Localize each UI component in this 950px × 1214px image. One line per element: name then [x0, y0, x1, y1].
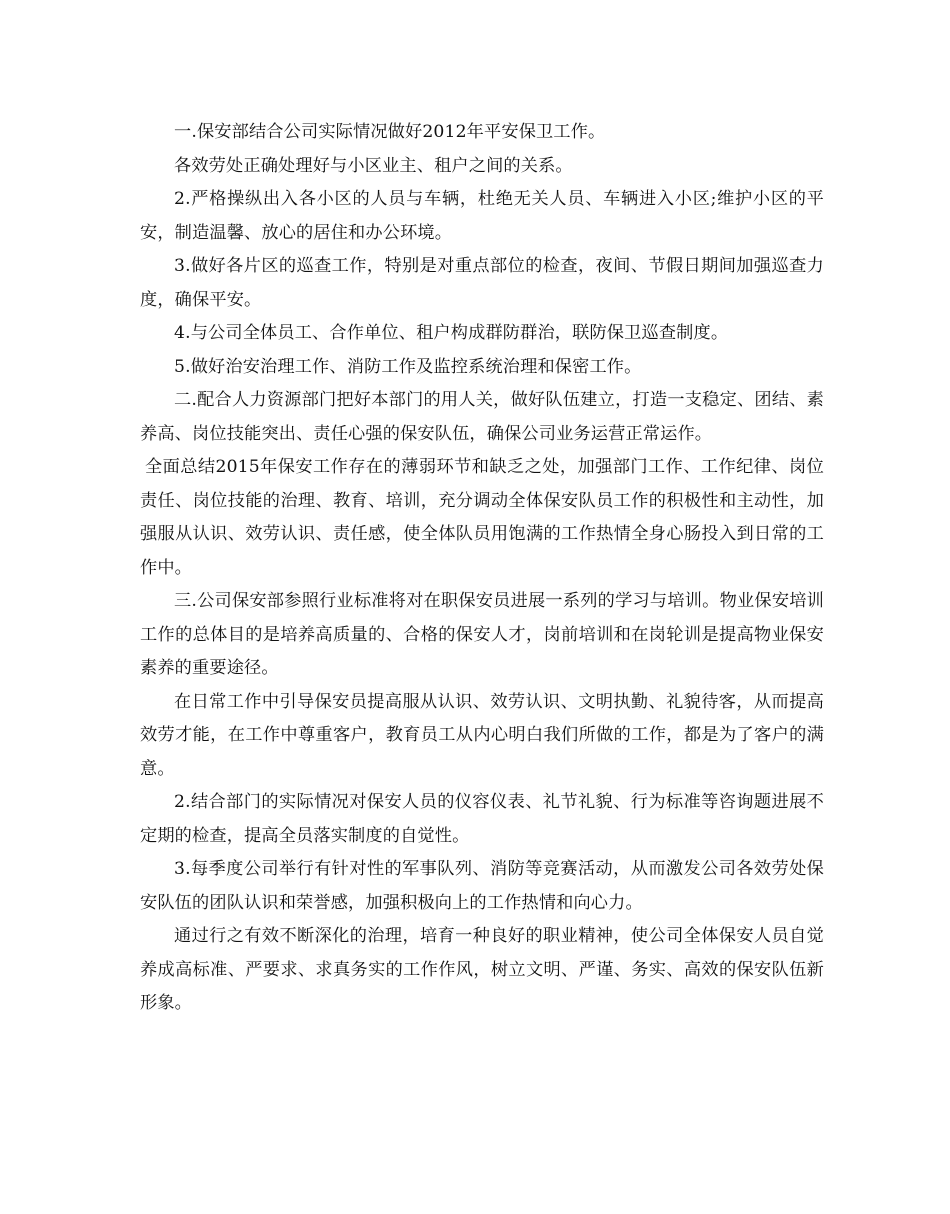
paragraph-annual-summary: 全面总结2015年保安工作存在的薄弱环节和缺乏之处，加强部门工作、工作纪律、岗位责任、岗位技能的治理、教育、培训，充分调动全体保安队员工作的积极性和主动性，加强服从认识、效劳认识、责任感，使全体队员用饱满的工作热情全身心肠投入到日常的工作中。 [140, 457, 824, 578]
paragraph-patrol-work: 3.做好各片区的巡查工作，特别是对重点部位的检查，夜间、节假日期间加强巡查力度，确保平安。 [140, 256, 824, 310]
paragraph-quarterly-competition: 3.每季度公司举行有针对性的军事队列、消防等竞赛活动，从而激发公司各效劳处保安队伍的团队认识和荣誉感，加强积极向上的工作热情和向心力。 [140, 859, 824, 913]
paragraph-joint-defense: 4.与公司全体员工、合作单位、租户构成群防群治，联防保卫巡查制度。 [174, 323, 729, 343]
paragraph-inspection: 2.结合部门的实际情况对保安人员的仪容仪表、礼节礼貌、行为标准等咨询题进展不定期的检查，提高全员落实制度的自觉性。 [140, 792, 824, 846]
paragraph-security-management: 5.做好治安治理工作、消防工作及监控系统治理和保密工作。 [174, 356, 642, 377]
paragraph-service-awareness: 在日常工作中引导保安员提高服从认识、效劳认识、文明执勤、礼貌待客，从而提高效劳才能，在工作中尊重客户，教育员工从内心明白我们所做的工作，都是为了客户的满意。 [140, 691, 824, 779]
paragraph-section-two-staffing: 二.配合人力资源部门把好本部门的用人关，做好队伍建立，打造一支稳定、团结、素养高、岗位技能突出、责任心强的保安队伍，确保公司业务运营正常运作。 [140, 390, 824, 444]
paragraph-conclusion: 通过行之有效不断深化的治理，培育一种良好的职业精神，使公司全体保安人员自觉养成高标准、严要求、求真务实的工作作风，树立文明、严谨、务实、高效的保安队伍新形象。 [140, 926, 824, 1013]
document-body [140, 116, 824, 1021]
paragraph-section-one-heading: 一.保安部结合公司实际情况做好2012年平安保卫工作。 [174, 122, 606, 142]
paragraph-access-control: 2.严格操纵出入各小区的人员与车辆，杜绝无关人员、车辆进入小区;维护小区的平安，制造温馨、放心的居住和办公环境。 [140, 189, 824, 243]
paragraph-section-three-training: 三.公司保安部参照行业标准将对在职保安员进展一系列的学习与培训。物业保安培训工作的总体目的是培养高质量的、合格的保安人才，岗前培训和在岗轮训是提高物业保安素养的重要途径。 [140, 591, 824, 678]
paragraph-tenant-relations: 各效劳处正确处理好与小区业主、租户之间的关系。 [174, 155, 573, 176]
